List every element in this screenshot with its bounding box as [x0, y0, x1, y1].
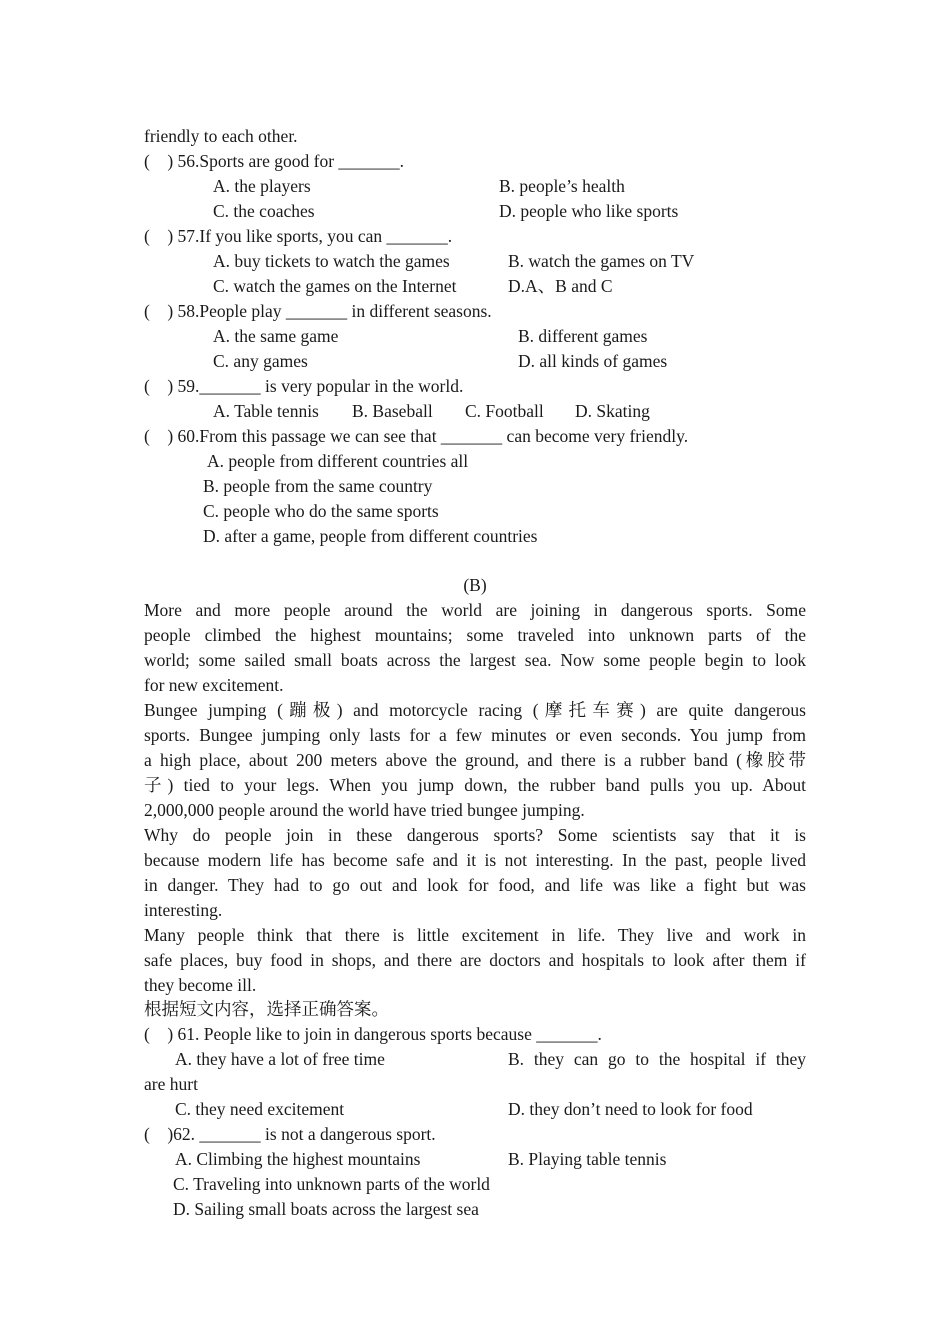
q62-option-b: B. Playing table tennis: [508, 1149, 667, 1169]
q58-option-c: C. any games: [213, 351, 308, 371]
q60-option-c: C. people who do the same sports: [203, 501, 439, 521]
q59-option-c: C. Football: [465, 401, 544, 421]
q57-option-c: C. watch the games on the Internet: [213, 276, 457, 296]
passage-line: interesting.: [144, 900, 223, 920]
passage-line: a high place, about 200 meters above the ground, and there is a rubber band (橡胶带: [144, 750, 806, 770]
q61-option-b: B. they can go to the hospital if they: [508, 1049, 806, 1069]
q60-option-d: D. after a game, people from different countries: [203, 526, 538, 546]
q62-option-d: D. Sailing small boats across the largest sea: [173, 1199, 479, 1219]
q60-option-b: B. people from the same country: [203, 476, 433, 496]
q56-option-c: C. the coaches: [213, 201, 315, 221]
q56-option-b: B. people’s health: [499, 176, 625, 196]
passage-line: 子) tied to your legs. When you jump down, the rubber band pulls you up. About: [144, 775, 806, 795]
q61-option-b-continued: are hurt: [144, 1074, 198, 1094]
passage-line: sports. Bungee jumping only lasts for a few minutes or even seconds. You jump from: [144, 725, 806, 745]
passage-line: in danger. They had to go out and look for food, and life was like a fight but was: [144, 875, 806, 895]
carry-line: friendly to each other.: [144, 126, 298, 146]
passage-line: Many people think that there is little excitement in life. They live and work in: [144, 925, 806, 945]
passage-line: they become ill.: [144, 975, 257, 995]
q60-option-a: A. people from different countries all: [207, 451, 469, 471]
q57-stem: ( ) 57.If you like sports, you can _______.: [144, 226, 453, 246]
q61-option-a: A. they have a lot of free time: [175, 1049, 385, 1069]
q58-option-a: A. the same game: [213, 326, 339, 346]
q56-option-d: D. people who like sports: [499, 201, 679, 221]
q58-stem: ( ) 58.People play _______ in different seasons.: [144, 301, 492, 321]
instruction: 根据短文内容，选择正确答案。: [144, 999, 389, 1019]
q61-option-c: C. they need excitement: [175, 1099, 345, 1119]
passage-line: More and more people around the world are joining in dangerous sports. Some: [144, 600, 806, 620]
q62-stem: ( )62. _______ is not a dangerous sport.: [144, 1124, 436, 1144]
q58-option-d: D. all kinds of games: [518, 351, 668, 371]
q59-option-b: B. Baseball: [352, 401, 433, 421]
q60-stem: ( ) 60.From this passage we can see that _______ can become very friendly.: [144, 426, 689, 446]
q56-option-a: A. the players: [213, 176, 311, 196]
passage-line: Bungee jumping (蹦极) and motorcycle racing (摩托车赛) are quite dangerous: [144, 700, 806, 720]
q59-option-a: A. Table tennis: [213, 401, 319, 421]
passage-line: because modern life has become safe and it is not interesting. In the past, people lived: [144, 850, 806, 870]
passage-line: people climbed the highest mountains; some traveled into unknown parts of the: [144, 625, 806, 645]
passage-line: world; some sailed small boats across the largest sea. Now some people begin to look: [144, 650, 806, 670]
q59-stem: ( ) 59._______ is very popular in the world.: [144, 376, 464, 396]
q62-option-a: A. Climbing the highest mountains: [175, 1149, 421, 1169]
section-heading: (B): [463, 575, 487, 595]
q57-option-d: D.A、B and C: [508, 276, 613, 296]
passage-line: for new excitement.: [144, 675, 284, 695]
q59-option-d: D. Skating: [575, 401, 650, 421]
passage-line: safe places, buy food in shops, and there are doctors and hospitals to look after them if: [144, 950, 806, 970]
q58-option-b: B. different games: [518, 326, 648, 346]
passage-line: 2,000,000 people around the world have tried bungee jumping.: [144, 800, 585, 820]
q61-stem: ( ) 61. People like to join in dangerous sports because _______.: [144, 1024, 602, 1044]
q61-option-d: D. they don’t need to look for food: [508, 1099, 753, 1119]
q56-stem: ( ) 56.Sports are good for _______.: [144, 151, 405, 171]
q62-option-c: C. Traveling into unknown parts of the world: [173, 1174, 490, 1194]
passage-line: Why do people join in these dangerous sports? Some scientists say that it is: [144, 825, 806, 845]
q57-option-b: B. watch the games on TV: [508, 251, 695, 271]
q57-option-a: A. buy tickets to watch the games: [213, 251, 450, 271]
